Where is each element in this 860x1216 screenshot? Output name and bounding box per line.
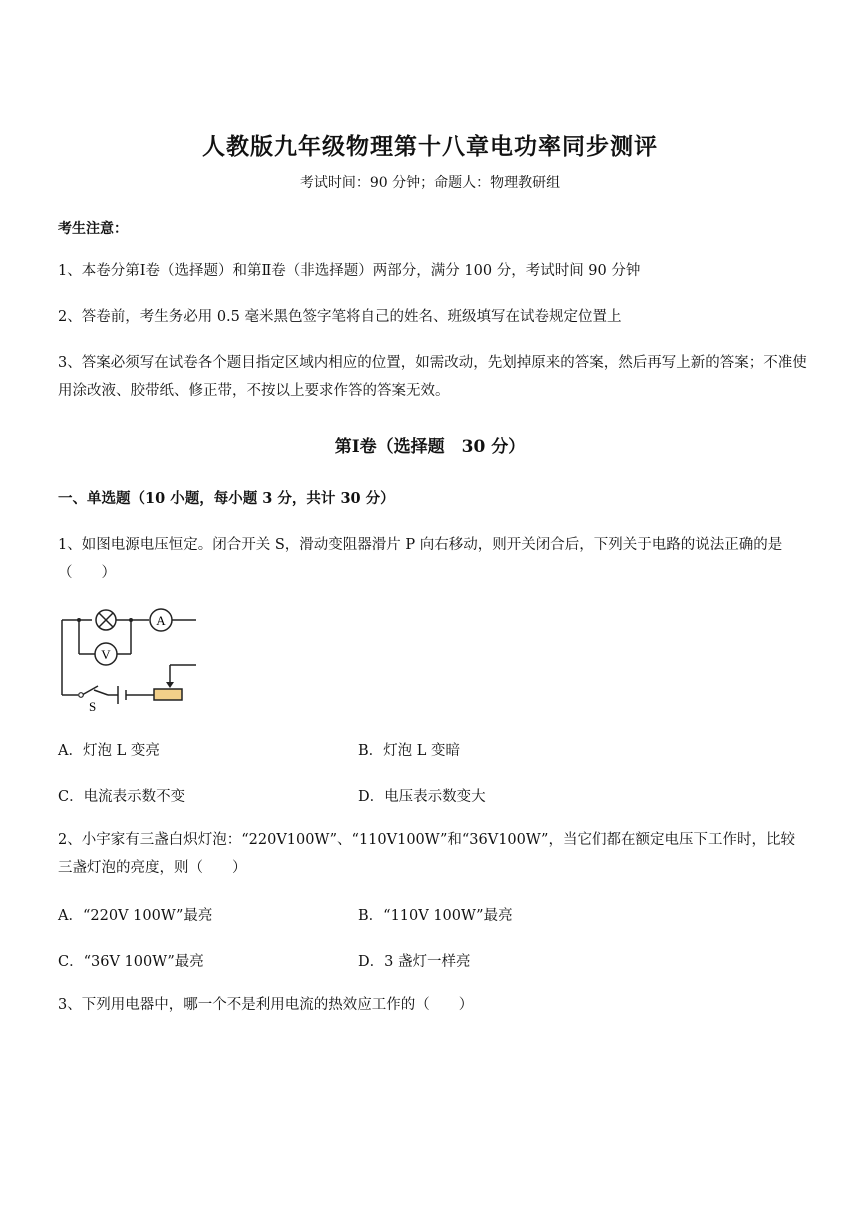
q2-option-c: C．“36V 100W”最亮	[58, 954, 204, 970]
notice-heading: 考生注意：	[58, 221, 128, 237]
ammeter-label: A	[156, 613, 166, 628]
voltmeter-label: V	[101, 647, 111, 662]
question-3-stem: 3、下列用电器中，哪一个不是利用电流的热效应工作的（ ）	[58, 997, 474, 1013]
switch-label: S	[89, 699, 97, 712]
page-title: 人教版九年级物理第十八章电功率同步测评	[202, 133, 658, 160]
notice-item-3: 3、答案必须写在试卷各个题目指定区域内相应的位置，如需改动，先划掉原来的答案，然后再写上新的答案；不准使用涂改液、胶带纸、修正带，不按以上要求作答的答案无效。	[58, 355, 807, 399]
q1-option-b: B．灯泡 L 变暗	[358, 743, 461, 759]
exam-info: 考试时间：90 分钟；命题人：物理教研组	[299, 175, 561, 191]
q2-option-b: B．“110V 100W”最亮	[358, 908, 513, 924]
circuit-diagram	[56, 602, 196, 712]
question-2-stem: 2、小宇家有三盏白炽灯泡：“220V100W”、“110V100W”和“36V100W”，当它们都在额定电压下工作时，比较三盏灯泡的亮度，则（ ）	[58, 832, 795, 876]
q1-option-c: C．电流表示数不变	[58, 789, 186, 805]
question-1-stem: 1、如图电源电压恒定。闭合开关 S，滑动变阻器滑片 P 向右移动，则开关闭合后，下列关于电路的说法正确的是（ ）	[58, 537, 783, 581]
q1-option-a: A．灯泡 L 变亮	[58, 743, 160, 759]
q1-option-d: D．电压表示数变大	[358, 789, 486, 805]
q2-option-a: A．“220V 100W”最亮	[58, 908, 213, 924]
q2-option-d: D．3 盏灯一样亮	[358, 954, 471, 970]
notice-item-1: 1、本卷分第Ⅰ卷（选择题）和第Ⅱ卷（非选择题）两部分，满分 100 分，考试时间 90 分钟	[58, 263, 641, 279]
notice-item-2: 2、答卷前，考生务必用 0.5 毫米黑色签字笔将自己的姓名、班级填写在试卷规定位置上	[58, 309, 622, 325]
part-title: 一、单选题（10 小题，每小题 3 分，共计 30 分）	[58, 490, 395, 507]
section-title: 第Ⅰ卷（选择题 30 分）	[334, 437, 526, 457]
